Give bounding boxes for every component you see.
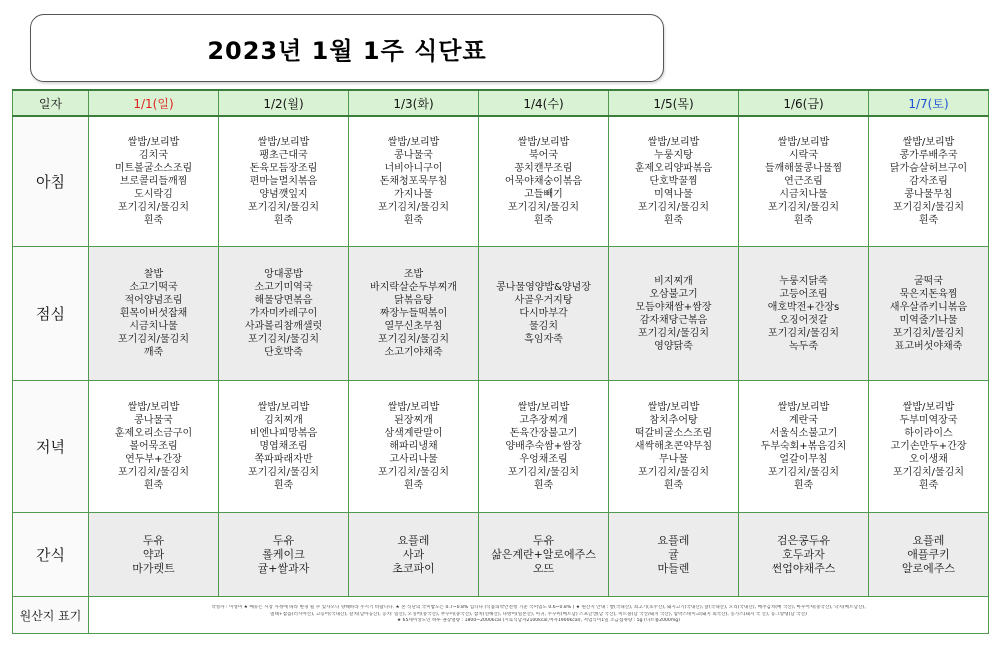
origin-line: 멸태+참돔(러시아산), 고등어(국내산), 갈치(남아공산), 꽁치: 일산), 오징어(중국산), 쭈꾸미(중국산), 참치(연해산), 다방어(일본산), 아귀, 주꾸미(베트남) 스프글캔(남 국산), 미트볼(남 국산/돼지 국산), 함박스테이크(돼지 외국산), 동가스(돼지 국 산), 동그랑땡(남 국산) xyxy=(270,611,807,617)
menu-item: 미트볼굴소스조림 xyxy=(114,163,193,174)
menu-item: 흰죽 xyxy=(918,480,939,491)
menu-item: 쌀밥/보리밥 xyxy=(387,137,440,148)
menu-item: 요플레 xyxy=(912,533,945,547)
menu-item: 시락국 xyxy=(789,150,818,161)
menu-item: 포기김치/물김치 xyxy=(893,467,964,478)
page-title: 2023년 1월 1주 식단표 xyxy=(207,36,487,65)
menu-item: 훈제오리양파볶음 xyxy=(634,163,713,174)
menu-item: 포기김치/물김치 xyxy=(893,202,964,213)
menu-item: 들깨해물콩나물찜 xyxy=(764,163,843,174)
menu-item: 포기김치/물김치 xyxy=(118,202,189,213)
menu-item: 알로에주스 xyxy=(901,561,956,575)
menu-item: 팽초근대국 xyxy=(259,150,308,161)
menu-cell xyxy=(609,116,739,247)
menu-item: 새싹해초콘약무침 xyxy=(634,441,713,452)
menu-cell xyxy=(349,116,479,247)
menu-item: 새우살쥬키니볶음 xyxy=(889,301,968,313)
menu-item: 모듬야채쌈+쌈장 xyxy=(635,301,712,313)
menu-cell xyxy=(479,116,609,247)
menu-item: 흑임자죽 xyxy=(524,334,563,345)
menu-item: 포기김치/물김치 xyxy=(378,467,449,478)
menu-cell xyxy=(89,247,219,381)
menu-cell xyxy=(219,116,349,247)
menu-item: 썬업야채주스 xyxy=(771,561,836,575)
menu-item: 흰죽 xyxy=(793,215,814,226)
menu-item: 브로콜리들깨찜 xyxy=(119,176,188,187)
menu-item: 볼어묵조림 xyxy=(129,441,178,452)
menu-item: 쌀밥/보리밥 xyxy=(902,137,955,148)
menu-item: 초코파이 xyxy=(392,561,435,575)
menu-item: 콩나물국 xyxy=(134,415,173,426)
menu-item: 물김치 xyxy=(529,321,558,332)
menu-item: 포기김치/물김치 xyxy=(508,467,579,478)
menu-item: 비엔나피망볶음 xyxy=(249,428,318,439)
menu-item: 쌀밥/보리밥 xyxy=(127,402,180,413)
menu-item: 어묵야채숭이볶음 xyxy=(504,176,583,187)
menu-item: 영양닭죽 xyxy=(654,340,693,352)
menu-cell xyxy=(89,381,219,513)
menu-item: 하이라이스 xyxy=(904,428,953,439)
menu-item: 오이생채 xyxy=(909,454,948,465)
menu-item: 연두부+간장 xyxy=(125,454,182,465)
menu-item: 쌀밥/보리밥 xyxy=(647,137,700,148)
menu-item: 얼갈이무침 xyxy=(779,454,828,465)
meal-row-snack xyxy=(13,513,989,597)
meal-row-dinner xyxy=(13,381,989,513)
menu-item: 포기김치/물김치 xyxy=(248,334,319,345)
menu-item: 해파리냉채 xyxy=(389,441,438,452)
day-header-sat: 1/7(토) xyxy=(869,90,989,116)
menu-item: 두부숙회+볶음김치 xyxy=(760,441,847,452)
menu-item: 흰죽 xyxy=(918,215,939,226)
day-header-thu: 1/5(목) xyxy=(609,90,739,116)
menu-item: 포기김치/물김치 xyxy=(638,467,709,478)
menu-cell xyxy=(219,247,349,381)
menu-item: 포기김치/물김치 xyxy=(638,202,709,213)
meal-row-breakfast xyxy=(13,116,989,247)
menu-item: 롤케이크 xyxy=(262,547,305,561)
menu-item: 가지나물 xyxy=(394,189,433,200)
date-header-row xyxy=(13,90,989,116)
menu-item: 된장찌개 xyxy=(394,415,433,426)
menu-item: 두유 xyxy=(532,533,555,547)
menu-item: 콩나물국 xyxy=(394,150,433,161)
menu-item: 포기김치/물김치 xyxy=(893,327,964,339)
menu-cell xyxy=(479,381,609,513)
menu-item: 소고기미역국 xyxy=(254,282,313,293)
day-header-fri: 1/6(금) xyxy=(739,90,869,116)
menu-item: 검은콩두유 xyxy=(776,533,831,547)
menu-item: 김치국 xyxy=(139,150,168,161)
menu-item: 고들빼기 xyxy=(524,189,563,200)
menu-item: 귤+쌀과자 xyxy=(257,561,310,575)
menu-item: 포기김치/물김치 xyxy=(508,202,579,213)
menu-cell xyxy=(89,513,219,597)
menu-item: 감자조림 xyxy=(909,176,948,187)
menu-item: 조밥 xyxy=(403,269,424,280)
menu-item: 쌀밥/보리밥 xyxy=(127,137,180,148)
menu-cell xyxy=(89,116,219,247)
meal-label: 점심 xyxy=(13,247,89,381)
menu-item: 흰죽 xyxy=(533,480,554,491)
menu-item: 돈육간장불고기 xyxy=(509,428,578,439)
day-header-wed: 1/4(수) xyxy=(479,90,609,116)
menu-item: 너비아니구이 xyxy=(384,163,443,174)
menu-item: 쌀밥/보리밥 xyxy=(777,137,830,148)
menu-item: 흰죽 xyxy=(663,480,684,491)
menu-cell xyxy=(609,381,739,513)
menu-item: 고등어조림 xyxy=(779,288,828,300)
meal-label: 저녁 xyxy=(13,381,89,513)
menu-item: 떡갈비굴소스조림 xyxy=(634,428,713,439)
menu-item: 소고기떡국 xyxy=(129,282,178,293)
menu-item: 흰죽 xyxy=(143,215,164,226)
origin-line: 작성자 : 이영미 ★ 메뉴는 시장 사정에 따라 변경 될 수 있사오니 양해바라 주시기 바랍니다. ★ 본 식단의 국미밥도는 0.7~0.8% 입니다 (식품의약안전청 기준 국미염도 0.6~0.8% ) ★ 원산지 안내 : 쌀(국내산), 쇠고기(호주산), 돼지고기(국내산), 닭(국내산), 오리(국내산), 배추김치(배 국산), 마우어처(중국산), 낙지(베트남산), xyxy=(211,605,866,611)
menu-item: 콩나물무침 xyxy=(904,189,953,200)
menu-item: 포기김치/물김치 xyxy=(378,334,449,345)
menu-item: 서울식소불고기 xyxy=(769,428,838,439)
menu-cell xyxy=(479,247,609,381)
menu-item: 포기김치/물김치 xyxy=(378,202,449,213)
menu-item: 호두과자 xyxy=(782,547,825,561)
menu-item: 콩가루배추국 xyxy=(899,150,958,161)
menu-item: 김치찌개 xyxy=(264,415,303,426)
menu-item: 감자채당근볶음 xyxy=(639,314,708,326)
menu-item: 녹두죽 xyxy=(789,340,818,352)
menu-item: 요플레 xyxy=(657,533,690,547)
menu-item: 참치추어탕 xyxy=(649,415,698,426)
menu-item: 포기김치/물김치 xyxy=(768,327,839,339)
menu-item: 오삼불고기 xyxy=(649,288,698,300)
menu-cell xyxy=(349,247,479,381)
menu-item: 시금치나물 xyxy=(779,189,828,200)
menu-item: 흰목이버섯잡채 xyxy=(119,308,188,319)
menu-item: 포기김치/물김치 xyxy=(768,467,839,478)
menu-item: 미역나물 xyxy=(654,189,693,200)
menu-cell xyxy=(739,247,869,381)
menu-item: 마가렛트 xyxy=(132,561,175,575)
origin-row xyxy=(13,597,989,634)
menu-item: 두유 xyxy=(142,533,165,547)
menu-item: 귤 xyxy=(668,547,679,561)
menu-item: 포기김치/물김치 xyxy=(768,202,839,213)
menu-item: 마들렌 xyxy=(657,561,690,575)
menu-item: 누룽지닭죽 xyxy=(779,275,828,287)
menu-cell xyxy=(739,513,869,597)
menu-item: 요플레 xyxy=(397,533,430,547)
menu-item: 포기김치/물김치 xyxy=(118,467,189,478)
menu-item: 짜장누들떡볶이 xyxy=(379,308,448,319)
menu-item: 흰죽 xyxy=(403,215,424,226)
menu-item: 무나물 xyxy=(659,454,688,465)
menu-item: 흰죽 xyxy=(533,215,554,226)
menu-item: 쌀밥/보리밥 xyxy=(517,402,570,413)
menu-item: 편마늘멸치볶음 xyxy=(249,176,318,187)
menu-item: 가자미카레구이 xyxy=(249,308,318,319)
menu-item: 쌀밥/보리밥 xyxy=(777,402,830,413)
menu-cell xyxy=(219,381,349,513)
menu-item: 사과 xyxy=(402,547,425,561)
menu-item: 흰죽 xyxy=(143,480,164,491)
menu-item: 미역줄기나물 xyxy=(899,314,958,326)
menu-item: 표고버섯야채죽 xyxy=(894,340,963,352)
menu-cell xyxy=(869,381,989,513)
meal-plan-table xyxy=(12,89,989,634)
menu-item: 고추장찌개 xyxy=(519,415,568,426)
menu-item: 양배추숙쌈+쌈장 xyxy=(505,441,582,452)
menu-item: 닭볶음탕 xyxy=(394,295,433,306)
menu-item: 쌀밥/보리밥 xyxy=(902,402,955,413)
menu-item: 닭가슴살허브구이 xyxy=(889,163,968,174)
title-box xyxy=(30,14,664,82)
menu-item: 포기김치/물김치 xyxy=(118,334,189,345)
menu-item: 두부미역장국 xyxy=(899,415,958,426)
menu-item: 콩나물영양밥&양념장 xyxy=(496,282,591,293)
menu-item: 포기김치/물김치 xyxy=(248,467,319,478)
menu-item: 소고기야채죽 xyxy=(384,347,443,358)
menu-item: 오뜨 xyxy=(532,561,555,575)
menu-item: 비지찌개 xyxy=(654,275,693,287)
menu-item: 쌀밥/보리밥 xyxy=(257,137,310,148)
menu-item: 흰죽 xyxy=(403,480,424,491)
menu-item: 양념깻잎지 xyxy=(259,189,308,200)
menu-item: 돈육모듬장조림 xyxy=(249,163,318,174)
menu-item: 훈제오리소금구이 xyxy=(114,428,193,439)
menu-item: 앙대콩밥 xyxy=(264,269,303,280)
day-header-mon: 1/2(월) xyxy=(219,90,349,116)
menu-item: 쌀밥/보리밥 xyxy=(257,402,310,413)
day-header-sun: 1/1(일) xyxy=(89,90,219,116)
menu-item: 시금치나물 xyxy=(129,321,178,332)
menu-item: 고사리나물 xyxy=(389,454,438,465)
date-header-label: 일자 xyxy=(13,90,89,116)
meal-label: 간식 xyxy=(13,513,89,597)
menu-cell xyxy=(869,513,989,597)
menu-cell xyxy=(869,247,989,381)
menu-item: 사과볼리참깨샐럿 xyxy=(244,321,323,332)
meal-label: 아침 xyxy=(13,116,89,247)
menu-cell xyxy=(739,116,869,247)
menu-item: 흰죽 xyxy=(793,480,814,491)
menu-item: 포기김치/물김치 xyxy=(638,327,709,339)
menu-item: 도시락김 xyxy=(134,189,173,200)
menu-cell xyxy=(479,513,609,597)
menu-item: 단호박죽 xyxy=(264,347,303,358)
menu-item: 흰죽 xyxy=(663,215,684,226)
menu-item: 오징어젓갈 xyxy=(779,314,828,326)
menu-item: 돈채청포묵무침 xyxy=(379,176,448,187)
menu-item: 계란국 xyxy=(789,415,818,426)
menu-item: 애호박전+간장s xyxy=(767,301,840,313)
menu-item: 약과 xyxy=(142,547,165,561)
menu-item: 누룽지탕 xyxy=(654,150,693,161)
menu-item: 애플쿠키 xyxy=(907,547,950,561)
menu-item: 다시마부각 xyxy=(519,308,568,319)
menu-item: 북어국 xyxy=(529,150,558,161)
menu-item: 적어양념조림 xyxy=(124,295,183,306)
menu-cell xyxy=(609,513,739,597)
menu-item: 쌀밥/보리밥 xyxy=(387,402,440,413)
menu-cell xyxy=(739,381,869,513)
menu-item: 굴떡국 xyxy=(914,275,943,287)
menu-item: 흰죽 xyxy=(273,215,294,226)
menu-item: 쪽파파래자반 xyxy=(254,454,313,465)
origin-notes xyxy=(89,597,989,634)
menu-item: 꽁치캔무조림 xyxy=(514,163,573,174)
menu-item: 찰밥 xyxy=(143,269,164,280)
menu-item: 두유 xyxy=(272,533,295,547)
menu-cell xyxy=(869,116,989,247)
menu-cell xyxy=(349,381,479,513)
day-header-tue: 1/3(화) xyxy=(349,90,479,116)
menu-item: 깨죽 xyxy=(143,347,164,358)
menu-item: 쌀밥/보리밥 xyxy=(647,402,700,413)
menu-item: 우엉채조림 xyxy=(519,454,568,465)
origin-line: ★ 65세이상노인 하루 권장열량 : 1800~2000kcal (시료식남자2100kcal,여자1900kcal), 저염식이1일 소금섭취량 : 5g (나트륨2000mg) xyxy=(396,618,681,624)
menu-item: 고기손만두+간장 xyxy=(890,441,967,452)
menu-item: 사골우거지탕 xyxy=(514,295,573,306)
menu-cell xyxy=(219,513,349,597)
origin-label: 원산지 표기 xyxy=(13,597,89,634)
menu-item: 포기김치/물김치 xyxy=(248,202,319,213)
menu-item: 단호박꿀찜 xyxy=(649,176,698,187)
menu-cell xyxy=(349,513,479,597)
menu-cell xyxy=(609,247,739,381)
menu-item: 삼색계란말이 xyxy=(384,428,443,439)
menu-item: 바지락살순두부찌개 xyxy=(370,282,457,293)
menu-item: 해물당면볶음 xyxy=(254,295,313,306)
menu-item: 흰죽 xyxy=(273,480,294,491)
menu-item: 묵은지돈육찜 xyxy=(899,288,958,300)
menu-item: 쌀밥/보리밥 xyxy=(517,137,570,148)
menu-item: 열무신초무침 xyxy=(384,321,443,332)
menu-item: 삶은계란+알로에주스 xyxy=(491,547,596,561)
menu-item: 연근조림 xyxy=(784,176,823,187)
menu-item: 명엽채조림 xyxy=(259,441,308,452)
meal-row-lunch xyxy=(13,247,989,381)
